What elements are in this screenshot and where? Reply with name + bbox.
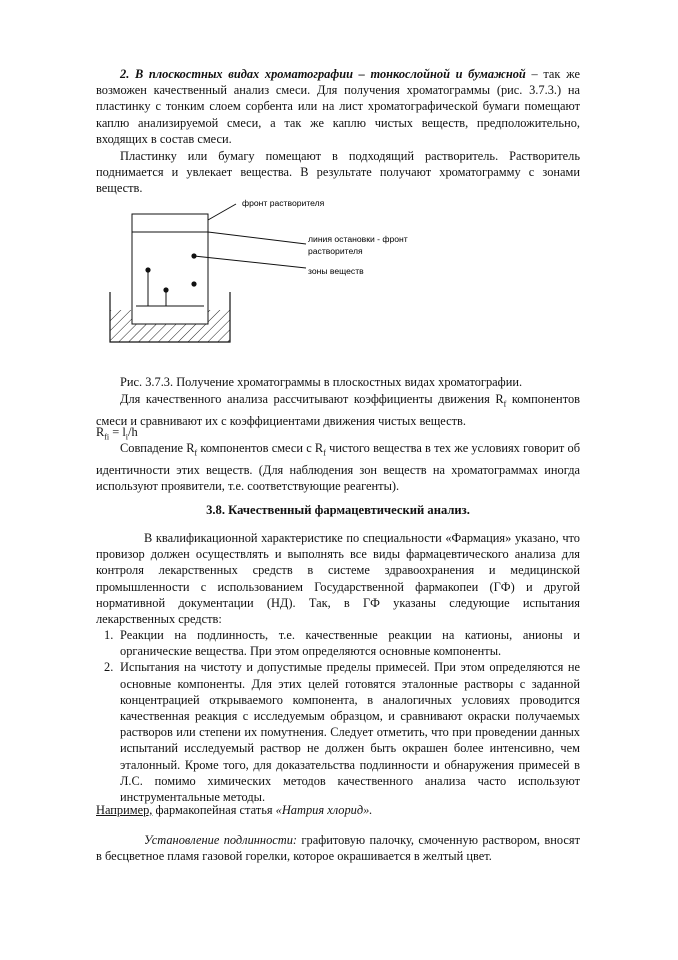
identity-a: Совпадение R: [120, 441, 195, 455]
example-underlined: Например,: [96, 803, 153, 817]
substance-zone: [163, 287, 168, 292]
label-zones: зоны веществ: [308, 266, 364, 276]
formula-r-sub: fi: [104, 432, 110, 442]
rf-sub: f: [503, 399, 507, 409]
paragraph-planar-chromatography: [96, 66, 580, 147]
paragraph-qualification: В квалификационной характеристике по специальности «Фармация» указано, что провизор должен осуществлять и выполнять все виды фармацевтического анализа для контроля лекарственных средств в системе здравоохранения и медицинской промышленности с использованием Государственной фармакопеи (ГФ) и другой нормативной документации (НД). Так, в ГФ указаны следующие испытания лекарственных средств:: [96, 531, 580, 627]
list-item-text: Испытания на чистоту и допустимые пределы примесей. При этом определяются не основные компоненты. Для этих целей готовятся эталонные растворы с заданной концентрацией открываемого компонента, в аналогичных условиях проводится качественная реакция с исследуемым образцом, и сравнивают окраски получаемых растворов или степени их помутнения. Следует отметить, что при проведении данных испытаний исследуемый раствор не должен быть окрашен более интенсивно, чем эталонный. Кроме того, для доказательства подлинности и обнаружения примесей в Л.С. помимо химических методов качественного анализа часто используют инструментальные методы.: [120, 660, 580, 805]
rf-text-a: Для качественного анализа рассчитывают коэффициенты движения R: [120, 392, 504, 406]
identity-sub2: f: [323, 448, 326, 458]
list-item: [96, 659, 580, 805]
list-item-number: 1.: [104, 628, 114, 642]
formula-eq: = l: [109, 425, 126, 439]
chromatography-plate: [132, 214, 208, 324]
substance-zone: [191, 281, 196, 286]
label-front: фронт растворителя: [242, 198, 325, 208]
label-stop-2: растворителя: [308, 246, 363, 256]
example-italic: «Натрия хлорид».: [275, 803, 373, 817]
tests-list: [96, 627, 580, 805]
section-heading: 3.8. Качественный фармацевтический анализ.: [206, 503, 470, 517]
label-stop-1: линия остановки - фронт: [308, 234, 408, 244]
example-line: [96, 802, 580, 818]
substance-zone: [145, 267, 150, 272]
rf-text-b: компонентов смеси и сравнивают их с коэффициентами движения чистых веществ.: [96, 392, 580, 428]
figure-caption: Рис. 3.7.3. Получение хроматограммы в плоскостных видах хроматографии.: [120, 375, 523, 389]
planar-chromatography-heading: 2. В плоскостных видах хроматографии – тонкослойной и бумажной: [120, 67, 526, 81]
list-item-number: 2.: [104, 660, 114, 675]
authenticity-text: графитовую палочку, смоченную раствором, вносят в бесцветное пламя газовой горелки, которое окрашивается в желтый цвет.: [96, 833, 580, 864]
list-item-text: Реакции на подлинность, т.е. качественные реакции на катионы, анионы и органические вещества. При этом определяются основные компоненты.: [120, 628, 580, 659]
paragraph-identity: [96, 440, 580, 494]
paragraph-solvent: Пластинку или бумагу помещают в подходящий растворитель. Растворитель поднимается и увлекает вещества. В результате получают хроматограмму с зонами веществ.: [96, 149, 580, 196]
list-item: [96, 627, 580, 659]
identity-sub1: f: [194, 448, 198, 458]
leader-zones: [194, 256, 306, 268]
chromatogram-figure: [96, 196, 408, 366]
paragraph-authenticity: [96, 832, 580, 864]
formula-tail: /h: [128, 425, 138, 439]
formula-l-sub: i: [125, 432, 129, 442]
leader-stop: [208, 232, 306, 244]
example-plain: фармакопейная статья: [152, 803, 276, 817]
leader-front: [208, 204, 236, 220]
identity-c: чистого вещества в тех же условиях говорит об идентичности этих веществ. (Для наблюдения зон веществ на хроматограммах иногда используют проявители, т.е. соответствующие реагенты).: [96, 441, 580, 493]
authenticity-italic: Установление подлинности:: [144, 833, 298, 847]
planar-chromatography-text: – так же возможен качественный анализ смеси. Для получения хроматограммы (рис. 3.7.3.) на пластинку с тонким слоем сорбента или на лист хроматографической бумаги помещают каплю анализируемой смеси, а так же каплю чистых веществ, предположительно, входящих в состав смеси.: [96, 67, 580, 146]
identity-b: компонентов смеси с R: [197, 441, 324, 455]
formula-r: R: [96, 425, 105, 439]
